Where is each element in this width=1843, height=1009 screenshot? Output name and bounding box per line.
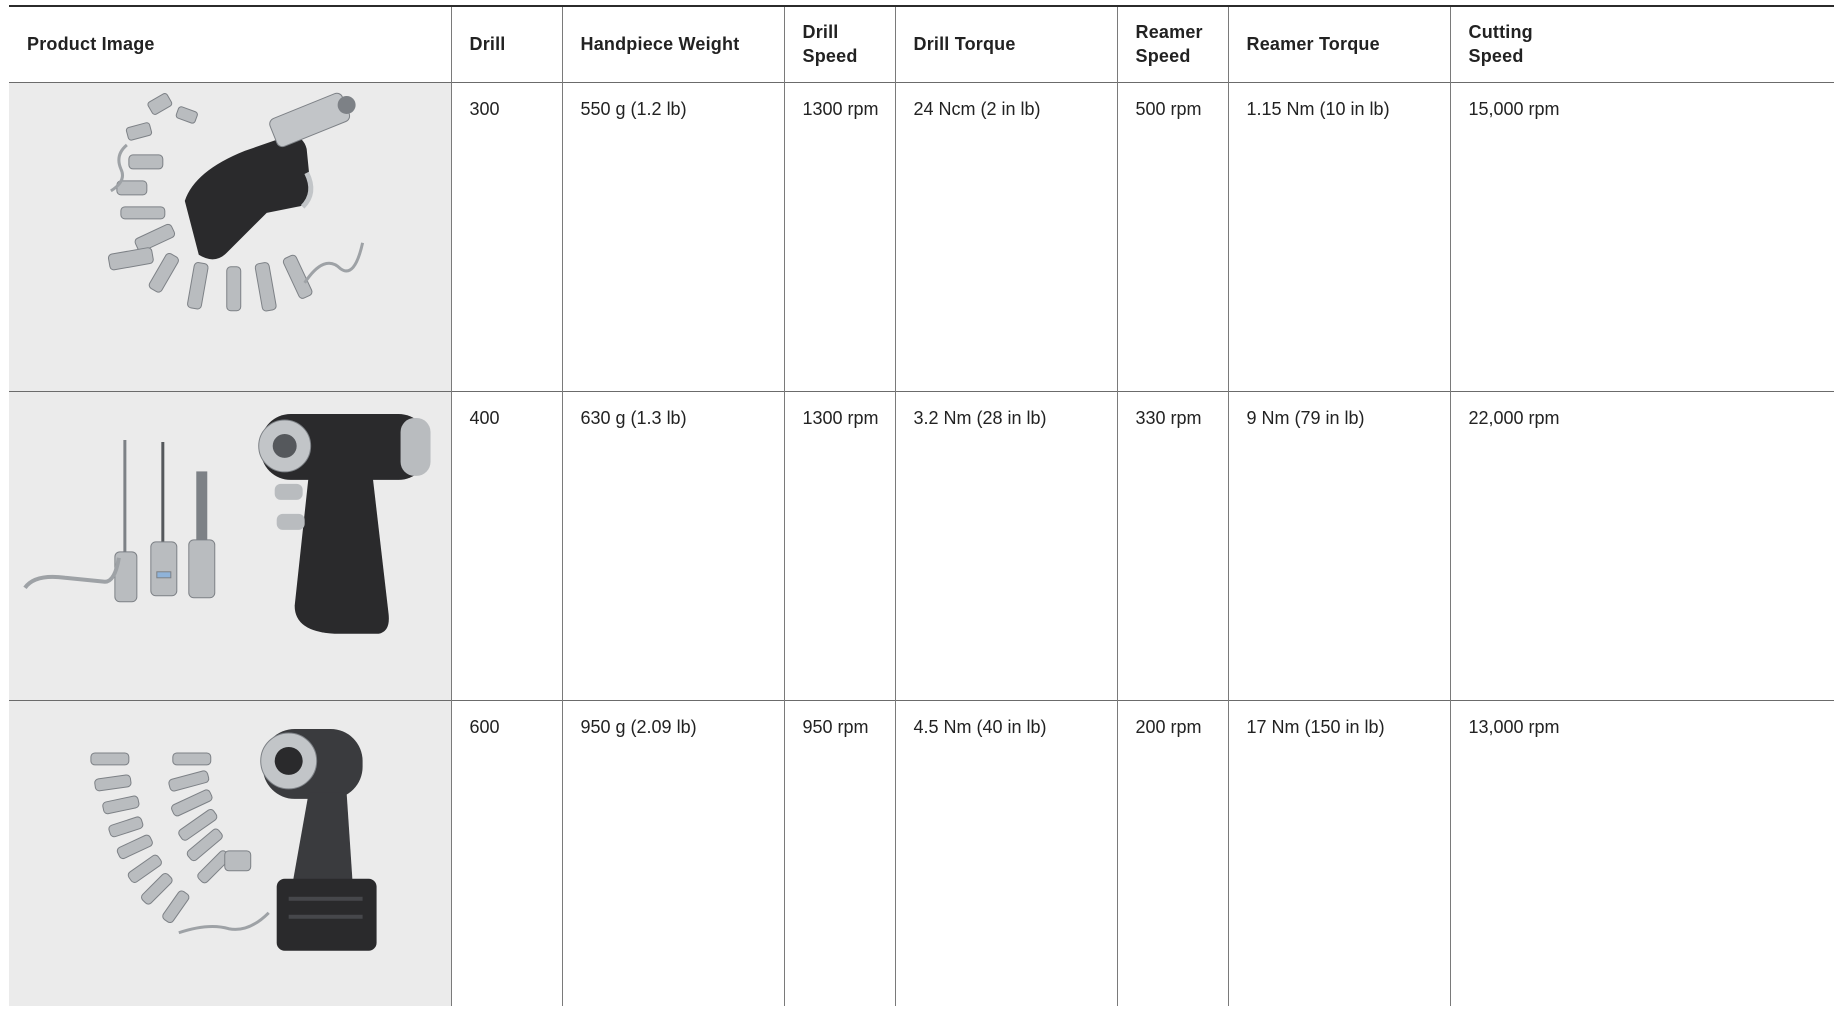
product-image-cell: [9, 82, 451, 391]
table-header-row: [9, 6, 1834, 82]
header-drill-speed: Drill Speed: [784, 6, 895, 82]
product-image-cell: [9, 391, 451, 700]
cell-cutting-speed: 22,000 rpm: [1468, 407, 1560, 428]
cell-drill-speed: 1300 rpm: [784, 82, 895, 391]
cell-cutting-speed: 15,000 rpm: [1468, 98, 1560, 119]
cell-reamer-torque: 9 Nm (79 in lb): [1228, 391, 1450, 700]
header-cutting-speed: Cutting Speed: [1468, 22, 1533, 67]
header-drill-torque: Drill Torque: [895, 6, 1117, 82]
header-reamer-torque: Reamer Torque: [1228, 6, 1450, 82]
cell-drill: 300: [451, 82, 562, 391]
header-reamer-speed: Reamer Speed: [1117, 6, 1228, 82]
cell-drill: 400: [451, 391, 562, 700]
cell-reamer-torque: 17 Nm (150 in lb): [1228, 700, 1450, 1006]
product-image-cell: [9, 700, 451, 1006]
cell-reamer-torque: 1.15 Nm (10 in lb): [1228, 82, 1450, 391]
angled-drill-with-attachments-image: [9, 83, 451, 345]
cell-drill-torque: 3.2 Nm (28 in lb): [895, 391, 1117, 700]
drill-spec-table: [9, 5, 1834, 1006]
header-handpiece-weight: Handpiece Weight: [562, 6, 784, 82]
cell-drill: 600: [451, 700, 562, 1006]
table-row: [9, 391, 1834, 700]
cell-drill-torque: 4.5 Nm (40 in lb): [895, 700, 1117, 1006]
cell-reamer-speed: 200 rpm: [1117, 700, 1228, 1006]
table-row: [9, 700, 1834, 1006]
cell-cutting-speed: 13,000 rpm: [1468, 716, 1560, 737]
cell-reamer-speed: 500 rpm: [1117, 82, 1228, 391]
pistol-drill-with-attachments-image: [9, 392, 451, 654]
cell-drill-speed: 1300 rpm: [784, 391, 895, 700]
cell-reamer-speed: 330 rpm: [1117, 391, 1228, 700]
header-product-image: Product Image: [9, 6, 451, 82]
cell-handpiece-weight: 550 g (1.2 lb): [562, 82, 784, 391]
header-drill: Drill: [451, 6, 562, 82]
battery-drill-with-attachments-image: [9, 701, 451, 963]
cell-handpiece-weight: 950 g (2.09 lb): [562, 700, 784, 1006]
cell-drill-torque: 24 Ncm (2 in lb): [895, 82, 1117, 391]
cell-handpiece-weight: 630 g (1.3 lb): [562, 391, 784, 700]
cell-drill-speed: 950 rpm: [784, 700, 895, 1006]
table-row: [9, 82, 1834, 391]
